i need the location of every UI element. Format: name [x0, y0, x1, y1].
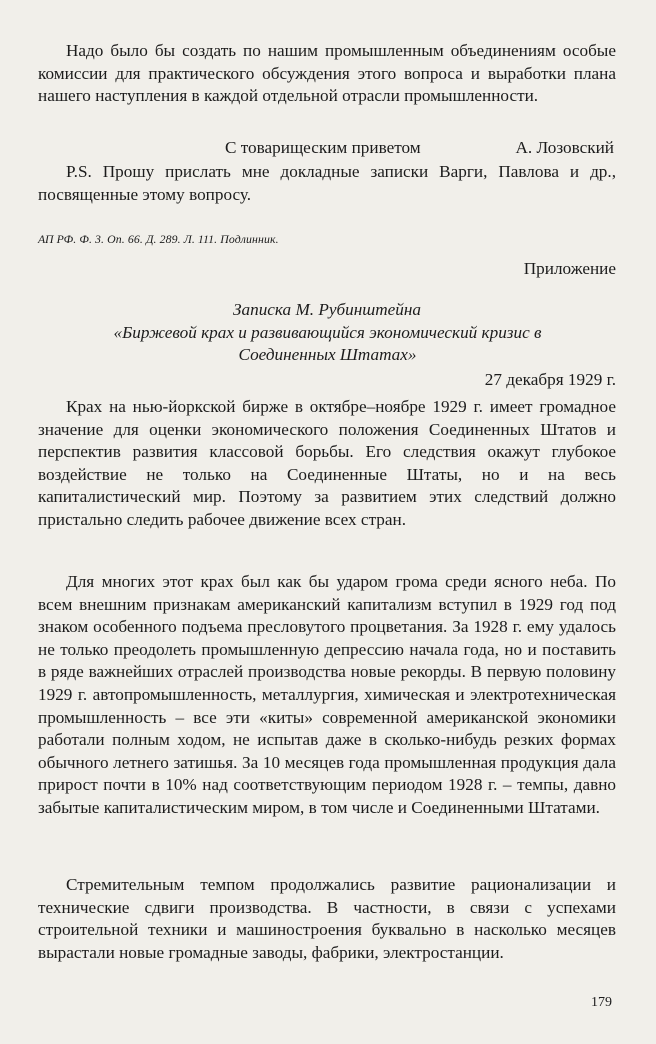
document-date: 27 декабря 1929 г.: [484, 370, 616, 389]
letter-paragraph: Надо было бы создать по нашим промышленным объединениям особые комиссии для практического обсуждения этого вопроса и выработки плана нашего наступления в каждой отдельной отрасли промышленности.: [38, 41, 616, 106]
postscript: P.S. Прошу прислать мне докладные записки Варги, Павлова и др., посвященные этому вопросу.: [38, 162, 616, 204]
archive-reference: АП РФ. Ф. 3. Оп. 66. Д. 289. Л. 111. Подлинник.: [38, 232, 279, 246]
note-title: Записка М. Рубинштейна: [233, 300, 421, 319]
letter-author: А. Лозовский: [515, 138, 614, 157]
body-paragraph-1: Крах на нью-йоркской бирже в октябре–ноябре 1929 г. имеет громадное значение для оценки экономического положения Соединенных Штатов и перспектив развития классовой борьбы. Его следствия окажут глубокое воздействие не только на Соединенные Штаты, но и на весь капиталистический мир. Поэтому за развитием этих следствий должно пристально следить рабочее движение всех стран.: [38, 397, 616, 529]
document-title: «Биржевой крах и развивающийся экономический кризис в Соединенных Штатах»: [113, 323, 542, 364]
signature-line: [38, 137, 616, 159]
closing-phrase: С товарищеским приветом: [225, 138, 421, 157]
appendix-label: Приложение: [523, 259, 616, 278]
body-paragraph-2: Для многих этот крах был как бы ударом грома среди ясного неба. По всем внешним признакам американский капитализм вступил в 1929 год под знаком особенного подъема пресловутого процветания. За 1928 г. ему удалось не только преодолеть промышленную депрессию начала года, но и поставить в ряде важнейших отраслей производства новые рекорды. В первую половину 1929 г. автопромышленность, металлургия, химическая и электротехническая промышленность – все эти «киты» современной американской экономики работали полным ходом, не испытав даже в сколько-нибудь резких формах обычного летнего затишья. За 10 месяцев года промышленная продукция дала прирост почти в 10% над соответствующим периодом 1928 г. – темпы, давно забытые капиталистическим миром, в том числе и Соединенными Штатами.: [38, 572, 616, 817]
page-number: 179: [591, 995, 612, 1010]
body-paragraph-3: Стремительным темпом продолжались развитие рационализации и технические сдвиги производства. В частности, в связи с успехами строительной техники и машиностроения буквально в насколько месяцев вырастали новые громадные заводы, фабрики, электростанции.: [38, 875, 616, 962]
